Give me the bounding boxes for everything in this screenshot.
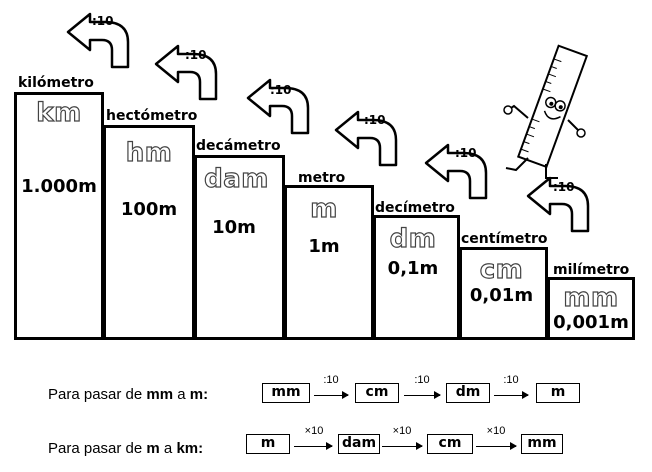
conversion-from: m [146, 440, 160, 457]
arrow-label: :10 [455, 146, 477, 160]
unit-name-dm: decímetro [375, 200, 455, 216]
conversion-to: m [189, 386, 204, 403]
conversion-mid: a [173, 386, 190, 403]
ruler-mascot-icon [498, 40, 588, 180]
conversion-line-2 [48, 440, 203, 457]
unit-box: cm [427, 434, 473, 454]
unit-value-dam: 10m [212, 217, 256, 238]
operation-label: ×10 [304, 425, 324, 437]
right-arrow-icon [382, 446, 422, 447]
operation-label: :10 [414, 374, 430, 386]
unit-box: dm [446, 383, 490, 403]
unit-abbr-mm: mm [563, 283, 619, 313]
unit-box: dam [338, 434, 380, 454]
unit-abbr-hm: hm [125, 138, 173, 168]
conversion-from: mm [146, 386, 174, 403]
conversion-line-1 [48, 386, 208, 403]
unit-box: m [536, 383, 580, 403]
conversion-prefix: Para pasar de [48, 440, 147, 457]
unit-box: mm [262, 383, 310, 403]
operation-label: :10 [323, 374, 339, 386]
arrow-label: :10 [185, 48, 207, 62]
unit-box: mm [521, 434, 563, 454]
conversion-prefix: Para pasar de [48, 386, 147, 403]
right-arrow-icon [294, 446, 332, 447]
right-arrow-icon [476, 446, 516, 447]
unit-name-dam: decámetro [196, 138, 281, 154]
right-arrow-icon [404, 395, 440, 396]
unit-abbr-km: km [36, 98, 82, 128]
unit-abbr-cm: cm [479, 255, 524, 285]
right-arrow-icon [494, 395, 528, 396]
unit-abbr-dm: dm [389, 224, 437, 254]
unit-name-mm: milímetro [553, 262, 630, 278]
unit-box: m [246, 434, 290, 454]
conversion-colon: : [203, 386, 209, 403]
unit-value-cm: 0,01m [469, 285, 534, 306]
unit-value-hm: 100m [120, 199, 178, 220]
arrow-label: :10 [553, 180, 575, 194]
operation-label: :10 [503, 374, 519, 386]
unit-abbr-dam: dam [204, 164, 269, 194]
conversion-mid: a [159, 440, 177, 457]
unit-value-dm: 0,1m [387, 258, 439, 279]
unit-value-m: 1m [308, 236, 340, 257]
right-arrow-icon [314, 395, 348, 396]
operation-label: ×10 [486, 425, 506, 437]
conversion-to: km [176, 440, 199, 457]
unit-name-cm: centímetro [461, 231, 548, 247]
unit-name-hm: hectómetro [106, 108, 198, 124]
unit-name-km: kilómetro [18, 75, 94, 91]
arrow-label: :10 [92, 14, 114, 28]
unit-value-mm: 0,001m [553, 312, 629, 333]
step-km [14, 92, 104, 340]
unit-name-m: metro [298, 170, 346, 186]
unit-abbr-m: m [310, 194, 338, 224]
operation-label: ×10 [392, 425, 412, 437]
arrow-label: :10 [364, 113, 386, 127]
arrow-label: :10 [270, 83, 292, 97]
unit-value-km: 1.000m [21, 176, 97, 197]
unit-box: cm [355, 383, 399, 403]
conversion-colon: : [198, 440, 204, 457]
